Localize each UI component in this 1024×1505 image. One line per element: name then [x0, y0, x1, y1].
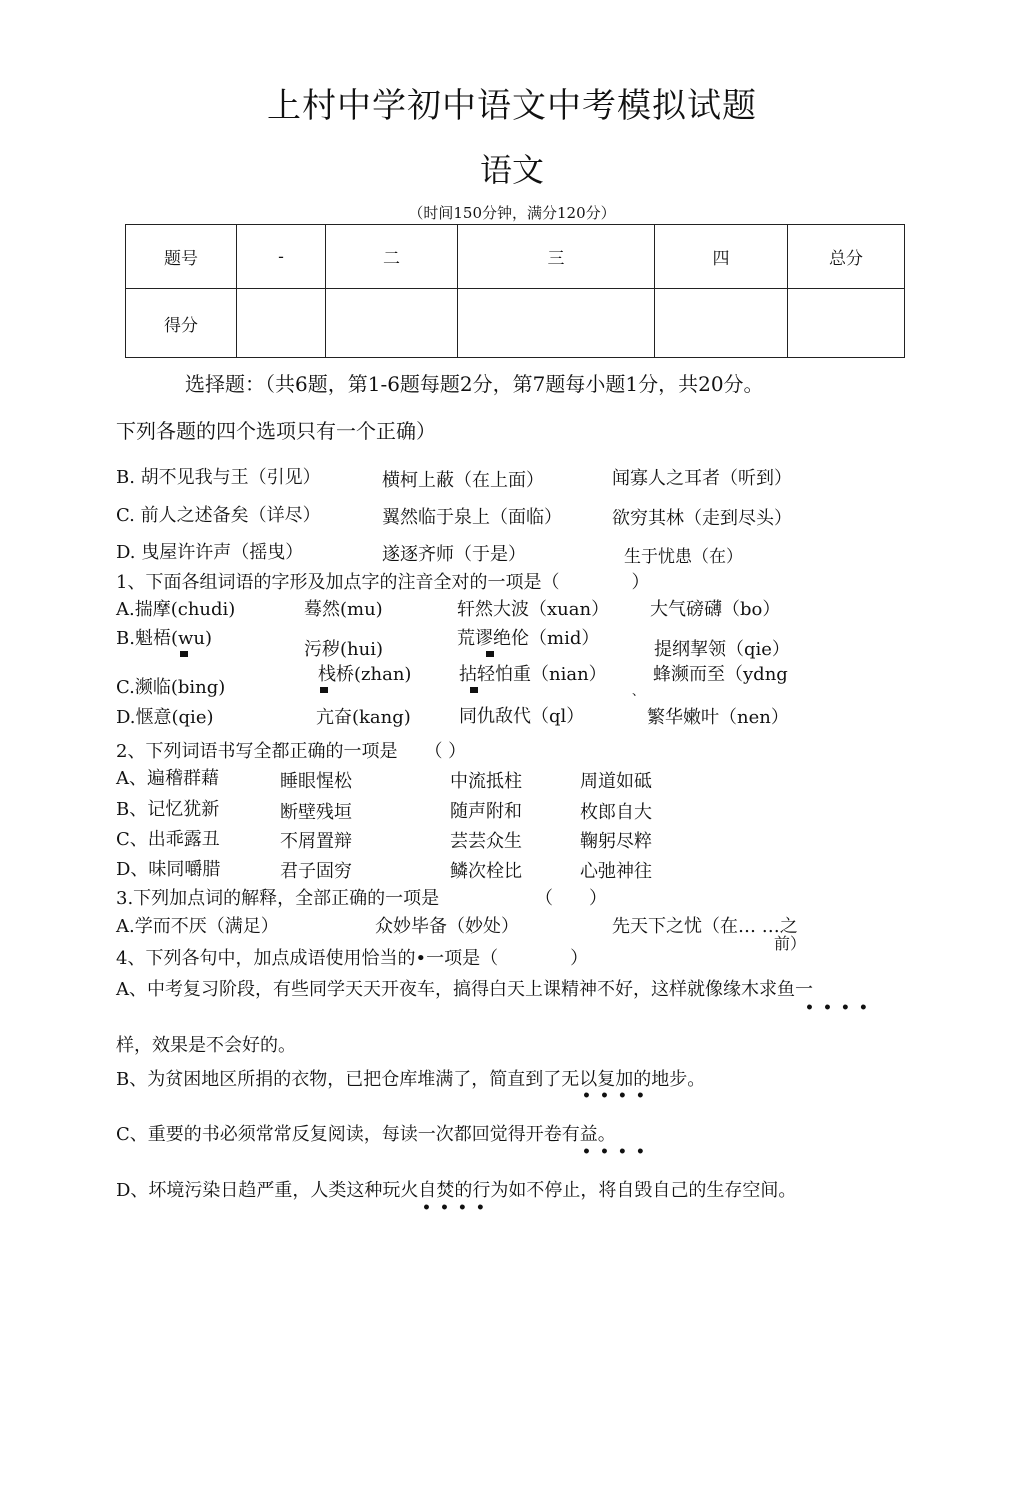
time-note: （时间150分钟，满分120分）	[408, 204, 616, 222]
score-cell-1[interactable]	[237, 289, 326, 358]
q2-c-1: C、出乖露丑	[116, 829, 220, 850]
q2-d-1: D、味同嚼腊	[116, 859, 221, 880]
emphasis-dots: ••••	[422, 1200, 494, 1216]
score-table	[125, 224, 905, 358]
section-instruction: 下列各题的四个选项只有一个正确）	[116, 419, 436, 443]
q0-option-d-3: 生于忧患（在）	[624, 547, 743, 567]
page-title: 上村中学初中语文中考模拟试题	[267, 86, 757, 126]
emphasis-dots: ••••	[582, 1088, 654, 1104]
q2-d-4: 心弛神往	[580, 861, 652, 882]
score-cell-3[interactable]	[458, 289, 655, 358]
score-header-2: 二	[326, 225, 458, 289]
score-header-1: -	[237, 225, 326, 289]
q1-b-3: 荒谬绝伦（mid）	[457, 628, 600, 649]
q1-a-1: A.揣摩(chudi)	[116, 599, 236, 620]
q2-c-2: 不屑置辩	[280, 831, 352, 852]
subject-subtitle: 语文	[479, 151, 544, 189]
q1-d-4: 繁华嫩叶（nen）	[647, 707, 789, 728]
q1-a-3: 轩然大波（xuan）	[457, 599, 610, 620]
q2-a-1: A、遍稽群藉	[116, 768, 219, 789]
q1-d-3: 同仇敌代（ql）	[459, 706, 585, 727]
q1-d-2: 亢奋(kang)	[316, 707, 411, 728]
q0-option-d-2: 遂逐齐师（于是）	[382, 544, 526, 565]
q2-b-4: 枚郎自大	[580, 802, 652, 823]
score-cell-4[interactable]	[655, 289, 788, 358]
q0-option-c-1: C. 前人之述备矣（详尽）	[116, 505, 321, 526]
q1-c-2: 栈桥(zhan)	[318, 664, 412, 685]
q4-stem: 4、下列各句中，加点成语使用恰当的•一项是（ ）	[116, 948, 589, 969]
q2-stem: 2、下列词语书写全都正确的一项是 （ ）	[116, 741, 467, 762]
section-heading: 选择题：（共6题，第1-6题每题2分，第7题每小题1分，共20分。	[185, 372, 764, 396]
q3-answer-paren: （ ）	[535, 888, 607, 909]
q3-a-3: 先天下之忧（在… …之	[612, 916, 798, 937]
q2-a-4: 周道如砥	[580, 771, 652, 792]
q0-option-b-3: 闻寡人之耳者（听到）	[612, 468, 792, 489]
emphasis-mark	[486, 651, 494, 657]
q1-d-1: D.惬意(qie)	[116, 707, 214, 728]
score-cell-2[interactable]	[326, 289, 458, 358]
q1-b-1: B.魁梧(wu)	[116, 628, 212, 649]
score-header-4: 四	[655, 225, 788, 289]
q3-a-2: 众妙毕备（妙处）	[375, 916, 519, 937]
emphasis-mark	[320, 687, 328, 693]
q0-option-c-2: 翼然临于泉上（面临）	[382, 507, 562, 528]
q4-option-d: D、坏境污染日趋严重，人类这种玩火自焚的行为如不停止，将自毁自己的生存空间。	[116, 1180, 797, 1201]
q4-option-c: C、重要的书必须常常反复阅读，每读一次都回觉得开卷有益。	[116, 1124, 616, 1145]
q1-b-4: 提纲挈领（qie）	[654, 639, 790, 660]
emphasis-mark	[470, 687, 478, 693]
q2-a-2: 睡眼惺松	[280, 771, 352, 792]
q3-a-1: A.学而不厌（满足）	[116, 916, 279, 937]
q2-c-4: 鞠躬尽粹	[580, 831, 652, 852]
score-cell-total[interactable]	[788, 289, 905, 358]
q1-c-4: 蜂濒而至（ydng	[653, 664, 788, 685]
q2-d-2: 君子固穷	[280, 861, 352, 882]
q4-option-a-line2: 样，效果是不会好的。	[116, 1035, 296, 1056]
q2-b-2: 断壁残垣	[280, 802, 352, 823]
emphasis-mark	[180, 651, 188, 657]
q1-b-2: 污秽(hui)	[304, 639, 383, 660]
q2-b-3: 随声附和	[450, 801, 522, 822]
q2-c-3: 芸芸众生	[450, 831, 522, 852]
score-header-label: 题号	[126, 225, 237, 289]
q3-stem: 3.下列加点词的解释，全部正确的一项是	[116, 888, 440, 909]
q2-d-3: 鳞次栓比	[450, 861, 522, 882]
q1-c-tick: 、	[632, 684, 645, 698]
q0-option-c-3: 欲穷其林（走到尽头）	[612, 508, 792, 529]
q1-stem: 1、下面各组词语的字形及加点字的注音全对的一项是（ ）	[116, 572, 650, 593]
emphasis-dots: ••••	[805, 1000, 877, 1016]
q2-b-1: B、记忆犹新	[116, 799, 220, 820]
q4-option-b: B、为贫困地区所捐的衣物，已把仓库堆满了，简直到了无以复加的地步。	[116, 1069, 706, 1090]
score-header-total: 总分	[788, 225, 905, 289]
q1-a-4: 大气磅礴（bo）	[650, 599, 781, 620]
q3-a-3-cut: 前）	[774, 934, 807, 953]
q1-c-1: C.濒临(bing)	[116, 677, 226, 698]
q1-c-3: 拈轻怕重（nian）	[459, 664, 607, 685]
q0-option-b-2: 横柯上蔽（在上面）	[382, 470, 544, 491]
q4-option-a-line1: A、中考复习阶段，有些同学天天开夜车，搞得白天上课精神不好，这样就像缘木求鱼一	[116, 979, 813, 1000]
q0-option-b-1: B. 胡不见我与王（引见）	[116, 467, 321, 488]
score-header-3: 三	[458, 225, 655, 289]
emphasis-dots: ••••	[582, 1144, 654, 1160]
score-row-label: 得分	[126, 289, 237, 358]
q1-a-2: 蓦然(mu)	[304, 599, 383, 620]
q0-option-d-1: D. 曳屋许许声（摇曳）	[116, 542, 304, 563]
q2-a-3: 中流抵柱	[450, 771, 522, 792]
